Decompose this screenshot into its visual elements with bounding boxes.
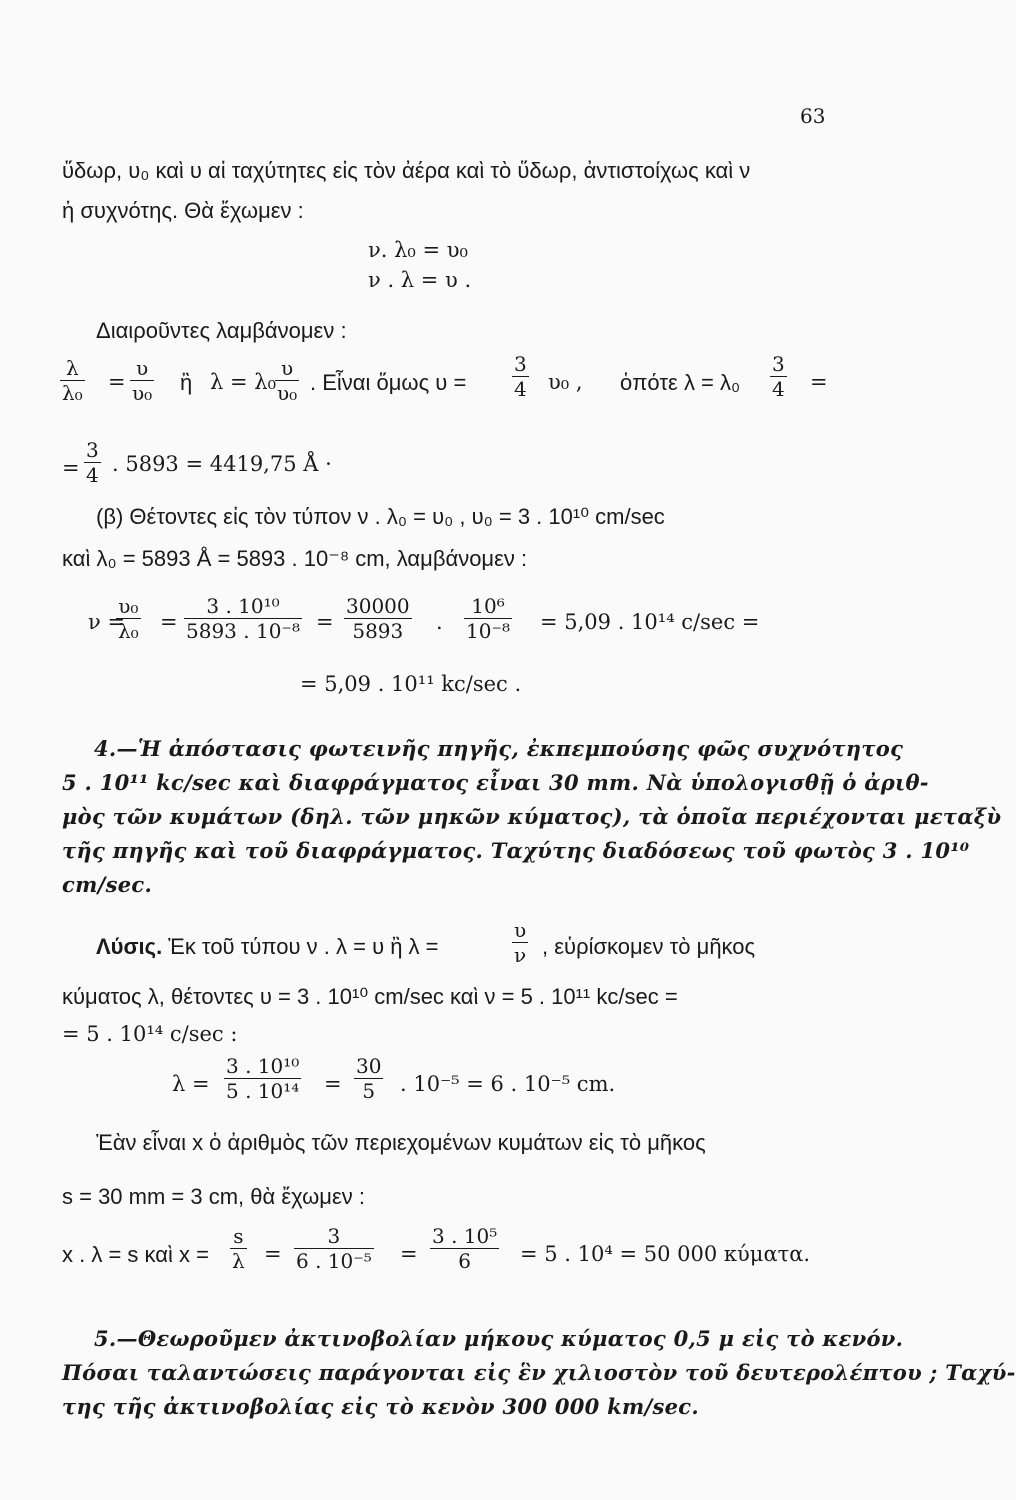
result-5-09-11: = 5,09 . 10¹¹ kc/sec . <box>300 672 522 696</box>
equals-b: = <box>316 610 334 634</box>
result-50000: = 5 . 10⁴ = 50 000 κύματα. <box>520 1242 811 1266</box>
fraction-lambda-ratio: $\frac{\lambda}{\text{λ₀}}$ <box>62 356 83 405</box>
fraction-velocity-ratio: $\frac{\upsilon}{\text{υ₀}}$ <box>132 356 153 405</box>
equals-sign-end: = <box>810 370 828 394</box>
text-line-6: (β) Θέτοντες εἰς τὸν τύπον ν . λ₀ = υ₀ , υ₀ = 3 . 10¹⁰ cm/sec <box>96 504 665 529</box>
dot-sep: . <box>436 610 443 634</box>
equals-s4: = <box>324 1072 342 1096</box>
solution-line-1-end: , εὑρίσκομεν τὸ μῆκος <box>542 934 756 959</box>
result-5-09-14: = 5,09 . 10¹⁴ c/sec = <box>540 610 760 634</box>
text-line-3: Διαιροῦντες λαμβάνομεν : <box>96 318 347 343</box>
solution-heading: Λύσις. <box>96 934 163 959</box>
result-4419: . 5893 = 4419,75 Å · <box>112 452 332 476</box>
opote-text: ὁπότε λ = λ₀ <box>620 370 741 395</box>
equals-a: = <box>160 610 178 634</box>
solution-line-2: κύματος λ, θέτοντες υ = 3 . 10¹⁰ cm/sec καὶ ν = 5 . 10¹¹ kc/sec = <box>62 984 678 1009</box>
fraction-s-over-lambda: $\frac{s}{\lambda}$ <box>232 1224 245 1273</box>
fraction-big-3: $\frac{\text{10⁶}}{\text{10⁻⁸}}$ <box>466 594 511 643</box>
fraction-u0-l0: $\frac{\text{υ₀}}{\text{λ₀}}$ <box>118 594 139 643</box>
equals-s7b: = <box>400 1242 418 1266</box>
solution-line-7: x . λ = s καὶ x = <box>62 1242 209 1267</box>
solution-line-6: s = 30 mm = 3 cm, θὰ ἔχωμεν : <box>62 1184 365 1209</box>
fraction-three-quarters-3: $\frac{3}{4}$ <box>86 438 99 487</box>
equals-sign: = <box>108 370 126 394</box>
fraction-u-over-nu: $\frac{\upsilon}{\nu}$ <box>514 918 527 967</box>
text-line-1: ὕδωρ, υ₀ καὶ υ αἱ ταχύτητες εἰς τὸν ἀέρα καὶ τὸ ὕδωρ, ἀντιστοίχως καὶ ν <box>62 158 751 183</box>
lambda-equals: λ = <box>172 1072 210 1096</box>
fraction-big-2: $\frac{30000}{5893}$ <box>346 594 410 643</box>
fraction-s4-a: $\frac{\text{3 . 10¹⁰}}{\text{5 . 10¹⁴}}$ <box>226 1054 300 1103</box>
page-number: 63 <box>800 104 826 128</box>
fraction-velocity-ratio-2: $\frac{\upsilon}{\text{υ₀}}$ <box>277 356 298 405</box>
fraction-three-quarters-2: $\frac{3}{4}$ <box>772 352 785 401</box>
equation-1: ν. λ₀ = υ₀ <box>368 238 468 262</box>
fraction-s7-b: $\frac{3}{\text{6 . 10⁻⁵}}$ <box>296 1224 372 1273</box>
problem-5-line-2: Πόσαι ταλαντώσεις παράγονται εἰς ἓν χιλιοστὸν τοῦ δευτερολέπτου ; Ταχύ- <box>62 1360 1016 1385</box>
solution-line-1: Ἐκ τοῦ τύπου ν . λ = υ ἢ λ = <box>168 934 439 959</box>
fraction-big-1: $\frac{\text{3 . 10¹⁰}}{\text{5893 . 10⁻⁸}}$ <box>186 594 300 643</box>
solution-line-3: = 5 . 10¹⁴ c/sec : <box>62 1022 238 1046</box>
text-line-7: καὶ λ₀ = 5893 Å = 5893 . 10⁻⁸ cm, λαμβάνομεν : <box>62 546 528 571</box>
problem-4-line-1: 4.—Ἡ ἀπόστασις φωτεινῆς πηγῆς, ἐκπεμπούσης φῶς συχνότητος <box>94 736 904 761</box>
nu-equals: ν = <box>88 610 126 634</box>
problem-5-line-3: της τῆς ἀκτινοβολίας εἰς τὸ κενὸν 300 000 km/sec. <box>62 1394 700 1419</box>
equation-2: ν . λ = υ . <box>368 268 472 292</box>
problem-4-line-2: 5 . 10¹¹ kc/sec καὶ διαφράγματος εἶναι 30 mm. Νὰ ὑπολογισθῇ ὁ ἀριθ- <box>62 770 929 795</box>
text-line-4: . Εἶναι ὅμως υ = <box>310 370 467 395</box>
or-word: ἢ <box>180 370 193 395</box>
text-line-2: ἡ συχνότης. Θὰ ἔχωμεν : <box>62 198 304 223</box>
result-6e-5: . 10⁻⁵ = 6 . 10⁻⁵ cm. <box>400 1072 616 1096</box>
solution-line-5: Ἐὰν εἶναι x ὁ ἀριθμὸς τῶν περιεχομένων κυμάτων εἰς τὸ μῆκος <box>96 1130 706 1155</box>
fraction-three-quarters: $\frac{3}{4}$ <box>514 352 527 401</box>
fraction-s7-c: $\frac{\text{3 . 10⁵}}{6}$ <box>432 1224 498 1273</box>
lambda-expr: λ = λ₀ <box>210 370 276 394</box>
fraction-s4-b: $\frac{30}{5}$ <box>356 1054 382 1103</box>
equals-s7a: = <box>264 1242 282 1266</box>
problem-4-line-3: μὸς τῶν κυμάτων (δηλ. τῶν μηκῶν κύματος), τὰ ὁποῖα περιέχονται μεταξὺ <box>62 804 1002 829</box>
equals-sign-start: = <box>62 456 80 480</box>
problem-4-line-4: τῆς πηγῆς καὶ τοῦ διαφράγματος. Ταχύτης διαδόσεως τοῦ φωτὸς 3 . 10¹⁰ <box>62 838 970 863</box>
u0-text: υ₀ , <box>548 370 583 394</box>
problem-4-line-5: cm/sec. <box>62 872 153 897</box>
problem-5-line-1: 5.—Θεωροῦμεν ἀκτινοβολίαν μήκους κύματος 0,5 μ εἰς τὸ κενόν. <box>94 1326 904 1351</box>
